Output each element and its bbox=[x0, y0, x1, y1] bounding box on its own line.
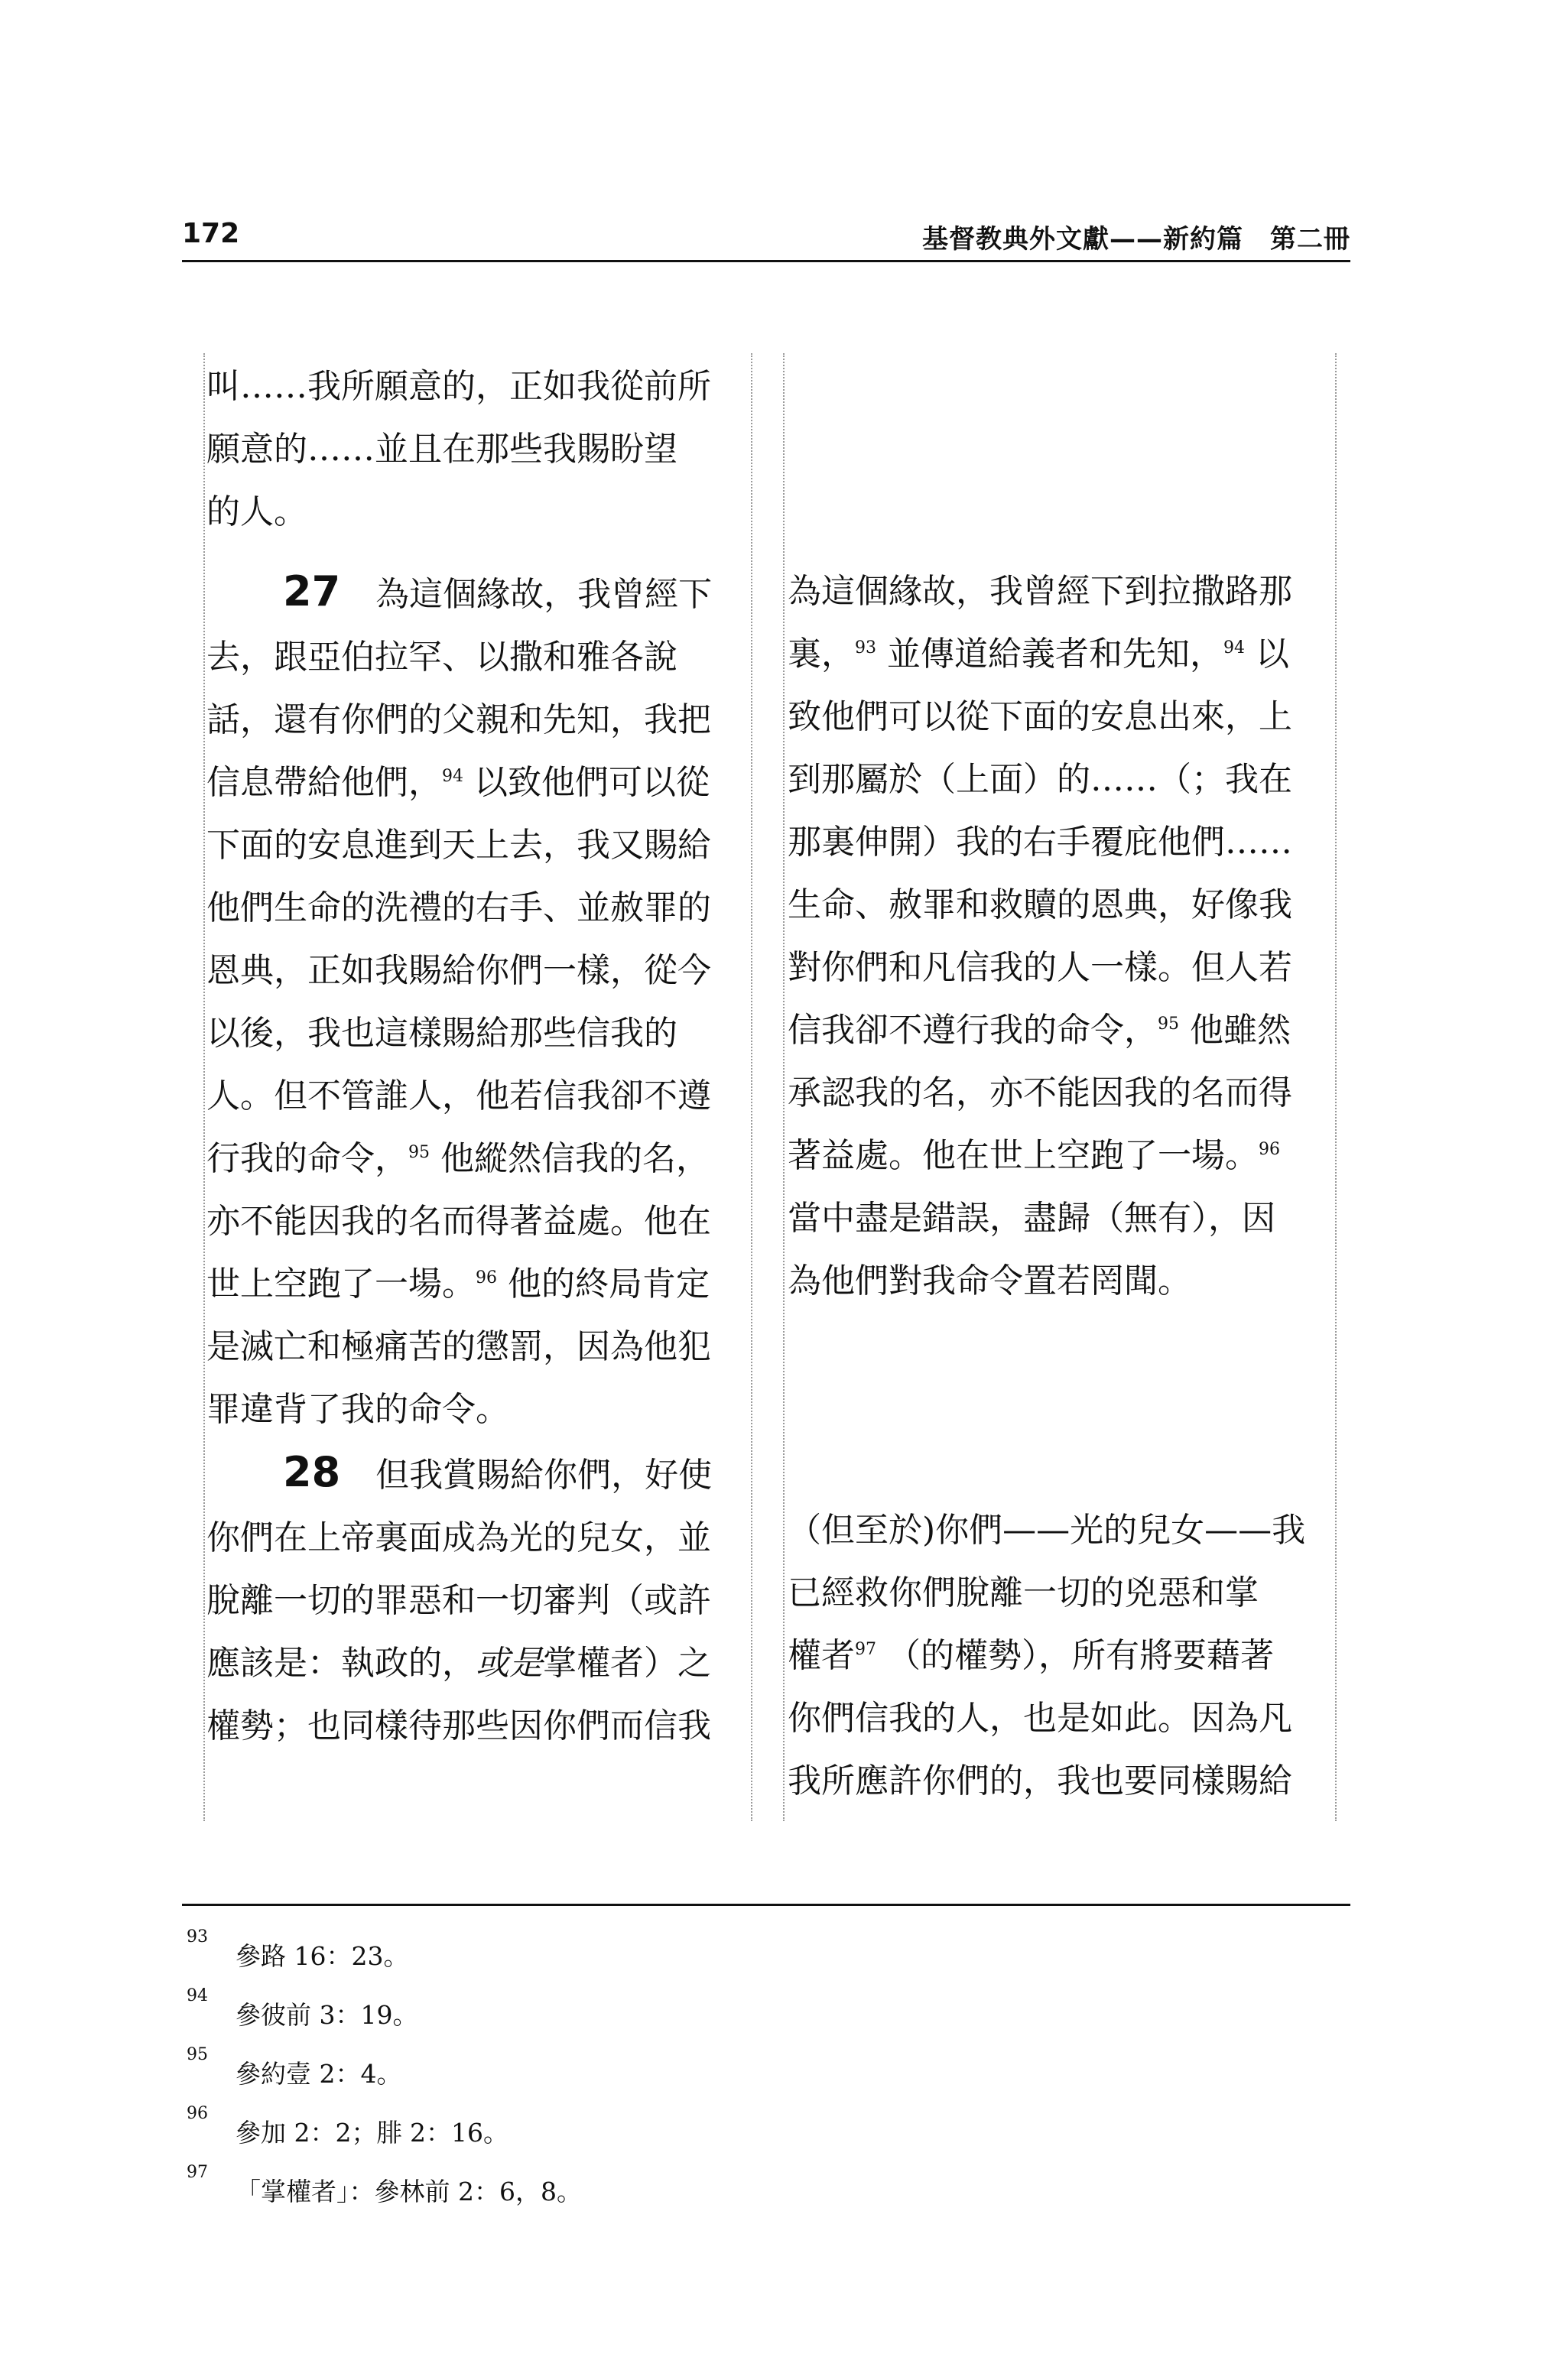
footnote-ref[interactable]: 96 bbox=[1259, 1140, 1280, 1159]
page-header bbox=[182, 218, 1350, 264]
left-opening-text bbox=[206, 356, 752, 544]
footnote-ref[interactable]: 93 bbox=[855, 638, 876, 658]
text-line: 你們在上帝裏面成為光的兒女，並 bbox=[206, 1518, 711, 1557]
text-line: 世上空跑了一場。$^{96}$ 他的終局肯定 bbox=[206, 1265, 710, 1304]
text-line: 的人。 bbox=[206, 492, 307, 531]
text-line: 叫……我所願意的，正如我從前所 bbox=[206, 367, 711, 406]
verse-27-first-line: 27 為這個緣故，我曾經下 bbox=[283, 567, 713, 615]
text-line: 承認我的名，亦不能因我的名而得 bbox=[788, 1073, 1292, 1112]
footnote-ref[interactable]: 94 bbox=[1223, 638, 1245, 658]
header-rule bbox=[182, 260, 1350, 262]
italic-gloss: 或是 bbox=[476, 1644, 543, 1683]
text-line: 信我卻不遵行我的命令，$^{95}$ 他雖然 bbox=[788, 1011, 1291, 1050]
text-line: 致他們可以從下面的安息出來，上 bbox=[788, 697, 1292, 736]
text-line: 已經救你們脫離一切的兇惡和掌 bbox=[788, 1573, 1259, 1612]
text-line: 人。但不管誰人，他若信我卻不遵 bbox=[206, 1076, 711, 1115]
footnote-text: 參彼前 3：19。 bbox=[236, 2000, 418, 2030]
text-line: 願意的……並且在那些我賜盼望 bbox=[206, 430, 677, 469]
text-line: 你們信我的人，也是如此。因為凡 bbox=[788, 1699, 1292, 1738]
text-line: 為這個緣故，我曾經下到拉撒路那 bbox=[788, 572, 1292, 611]
footnote-text: 「掌權者」：參林前 2：6，8。 bbox=[236, 2177, 582, 2206]
text-line: （但至於)你們——光的兒女——我 bbox=[788, 1511, 1306, 1550]
footnote-mark: 95 bbox=[187, 2045, 208, 2064]
text-line: 去，跟亞伯拉罕、以撒和雅各說 bbox=[206, 638, 677, 677]
footnote-text: 參加 2：2；腓 2：16。 bbox=[236, 2118, 508, 2148]
text-line: 我所應許你們的，我也要同樣賜給 bbox=[788, 1761, 1292, 1800]
footnote-mark: 97 bbox=[187, 2163, 208, 2182]
text-line: 亦不能因我的名而得著益處。他在 bbox=[206, 1202, 711, 1241]
right-parallel-text-2 bbox=[788, 1499, 1338, 1813]
text-line: 他們生命的洗禮的右手、並赦罪的 bbox=[206, 888, 711, 927]
text-line: 當中盡是錯誤，盡歸（無有），因 bbox=[788, 1199, 1275, 1238]
text-line: 話，還有你們的父親和先知，我把 bbox=[206, 700, 711, 739]
footnote-ref[interactable]: 97 bbox=[855, 1640, 876, 1659]
left-main-text bbox=[206, 560, 752, 1758]
page-number: 172 bbox=[182, 218, 240, 249]
verse-28-first-line: 28 但我賞賜給你們，好使 bbox=[283, 1448, 713, 1496]
text-line: 脫離一切的罪惡和一切審判（或許 bbox=[206, 1581, 711, 1620]
text-line: 對你們和凡信我的人一樣。但人若 bbox=[788, 948, 1292, 987]
footnote-text: 參路 16：23。 bbox=[236, 1941, 409, 1971]
footnote-ref[interactable]: 96 bbox=[476, 1268, 497, 1287]
footnote-ref[interactable]: 95 bbox=[408, 1143, 430, 1162]
right-parallel-text bbox=[788, 560, 1338, 1313]
verse-number: 27 bbox=[283, 567, 341, 615]
text-line: 應該是：執政的，或是掌權者）之 bbox=[206, 1644, 711, 1683]
text-line: 下面的安息進到天上去，我又賜給 bbox=[206, 826, 711, 865]
text-line: 是滅亡和極痛苦的懲罰，因為他犯 bbox=[206, 1327, 711, 1366]
text-line: 著益處。他在世上空跑了一場。$^{96}$ bbox=[788, 1136, 1280, 1175]
text-line: 為他們對我命令置若罔聞。 bbox=[788, 1261, 1191, 1300]
column-guide bbox=[203, 353, 205, 1821]
text-line: 信息帶給他們，$^{94}$ 以致他們可以從 bbox=[206, 763, 710, 802]
column-guide bbox=[783, 353, 785, 1821]
text-line: 裏，$^{93}$ 並傳道給義者和先知，$^{94}$ 以 bbox=[788, 635, 1289, 674]
footnote-ref[interactable]: 95 bbox=[1158, 1015, 1179, 1034]
footnote-mark: 94 bbox=[187, 1986, 208, 2005]
text-line: 權者$^{97}$ （的權勢），所有將要藉著 bbox=[788, 1636, 1274, 1675]
text-line: 那裏伸開）我的右手覆庇他們…… bbox=[788, 823, 1292, 862]
footnote-rule bbox=[182, 1904, 1350, 1906]
text-line: 權勢；也同樣待那些因你們而信我 bbox=[206, 1706, 711, 1745]
footnote-ref[interactable]: 94 bbox=[442, 767, 463, 786]
text-line: 罪違背了我的命令。 bbox=[206, 1390, 509, 1429]
footnote-mark: 93 bbox=[187, 1927, 208, 1947]
text-line: 以後，我也這樣賜給那些信我的 bbox=[206, 1014, 677, 1053]
footnote-text: 參約壹 2：4。 bbox=[236, 2059, 402, 2089]
text-line: 恩典，正如我賜給你們一樣，從今 bbox=[206, 951, 711, 990]
text-line: 生命、赦罪和救贖的恩典，好像我 bbox=[788, 885, 1292, 924]
running-title: 基督教典外文獻——新約篇 第二冊 bbox=[922, 224, 1350, 255]
text-line: 到那屬於（上面）的……（；我在 bbox=[788, 760, 1292, 799]
text-line: 行我的命令，$^{95}$ 他縱然信我的名， bbox=[206, 1139, 710, 1178]
verse-number: 28 bbox=[283, 1448, 341, 1496]
footnote-mark: 96 bbox=[187, 2104, 208, 2123]
